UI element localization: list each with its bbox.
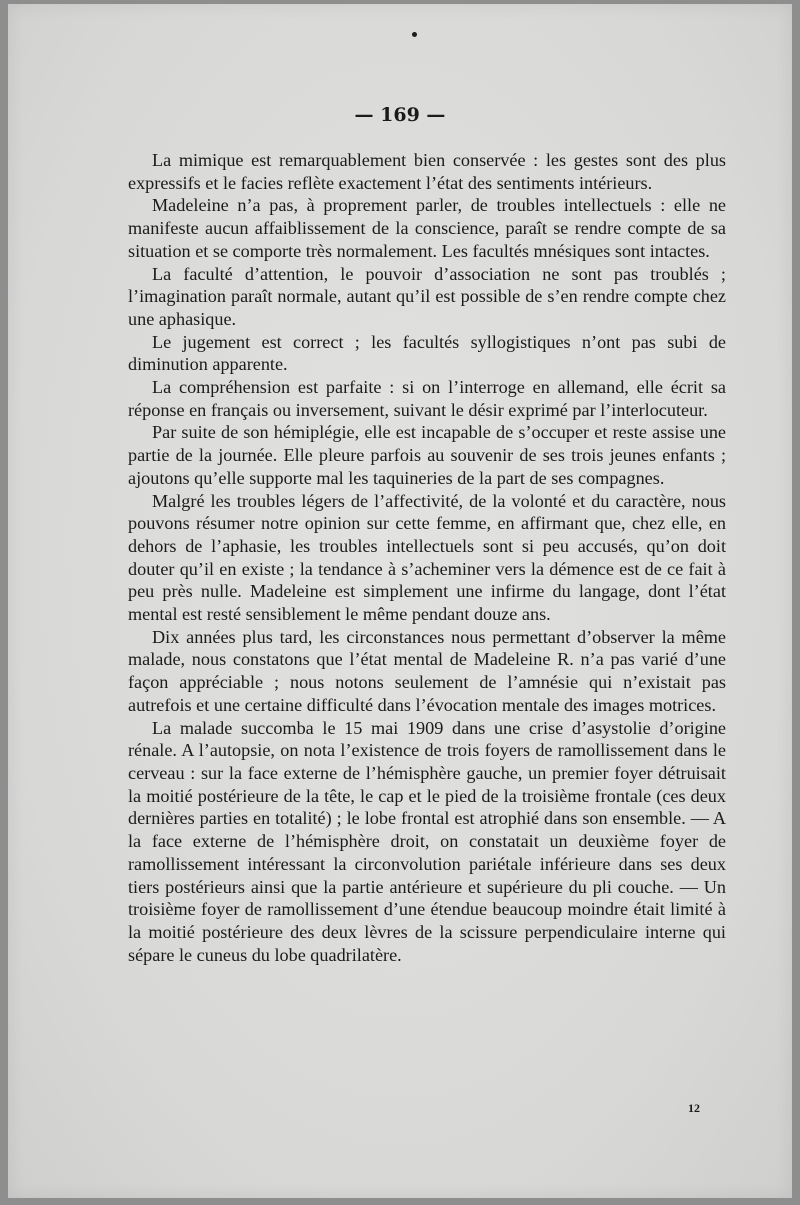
ink-dot [412, 32, 417, 37]
scanned-page [8, 4, 792, 1198]
paragraph: Dix années plus tard, les circonstances nous permettant d’observer la même malade, nous constatons que l’état mental de Madeleine R. n’a pas varié d’une façon appréciable ; nous notons seulement de l’amnésie qui n’existait pas autrefois et une certaine difficulté dans l’évocation mentale des images motrices. [128, 626, 726, 715]
paragraph: La mimique est remarquablement bien conservée : les gestes sont des plus expressifs et le facies reflète exactement l’état des sentiments intérieurs. [128, 150, 726, 193]
paragraph: La malade succomba le 15 mai 1909 dans une crise d’asystolie d’origine rénale. A l’autopsie, on nota l’existence de trois foyers de ramollissement dans le cerveau : sur la face externe de l’hémisphère gauche, un premier foyer détruisait la moitié postérieure de la tête, le cap et le pied de la troisième frontale (ces deux dernières parties en totalité) ; le lobe frontal est atrophié dans son ensemble. — A la face externe de l’hémisphère droit, on constatait un deuxième foyer de ramollissement intéressant la circonvolution pariétale inférieure dans ses deux tiers postérieurs ainsi que la partie antérieure et supérieure du pli couche. — Un troisième foyer de ramollissement d’une étendue beaucoup moindre était limité à la moitié postérieure des deux lèvres de la scissure perpendiculaire interne qui sépare le cuneus du lobe quadrilatère. [128, 717, 726, 965]
paragraph: Madeleine n’a pas, à proprement parler, de troubles intellectuels : elle ne manifeste aucun affaiblissement de la conscience, paraît se rendre compte de sa situation et se comporte très normalement. Les facultés mnésiques sont intactes. [128, 195, 726, 261]
body-text [128, 149, 726, 966]
paragraph: Malgré les troubles légers de l’affectivité, de la volonté et du caractère, nous pouvons résumer notre opinion sur cette femme, en affirmant que, chez elle, en dehors de l’aphasie, les troubles intellectuels sont si peu accusés, qu’on doit douter qu’il en existe ; la tendance à s’acheminer vers la démence est de ce fait à peu près nulle. Madeleine est simplement une infirme du langage, dont l’état mental est resté sensiblement le même pendant douze ans. [128, 490, 726, 625]
paragraph: La faculté d’attention, le pouvoir d’association ne sont pas troublés ; l’imagination paraît normale, autant qu’il est possible de s’en rendre compte chez une aphasique. [128, 263, 726, 329]
page-number: — 169 — [354, 104, 446, 126]
paragraph: Par suite de son hémiplégie, elle est incapable de s’occuper et reste assise une partie de la journée. Elle pleure parfois au souvenir de ses trois jeunes enfants ; ajoutons qu’elle supporte mal les taquineries de la part de ses compagnes. [128, 422, 726, 488]
signature-mark: 12 [688, 1101, 700, 1115]
paragraph: La compréhension est parfaite : si on l’interroge en allemand, elle écrit sa réponse en français ou inversement, suivant le désir exprimé par l’interlocuteur. [128, 377, 726, 420]
paragraph: Le jugement est correct ; les facultés syllogistiques n’ont pas subi de diminution apparente. [128, 331, 726, 375]
